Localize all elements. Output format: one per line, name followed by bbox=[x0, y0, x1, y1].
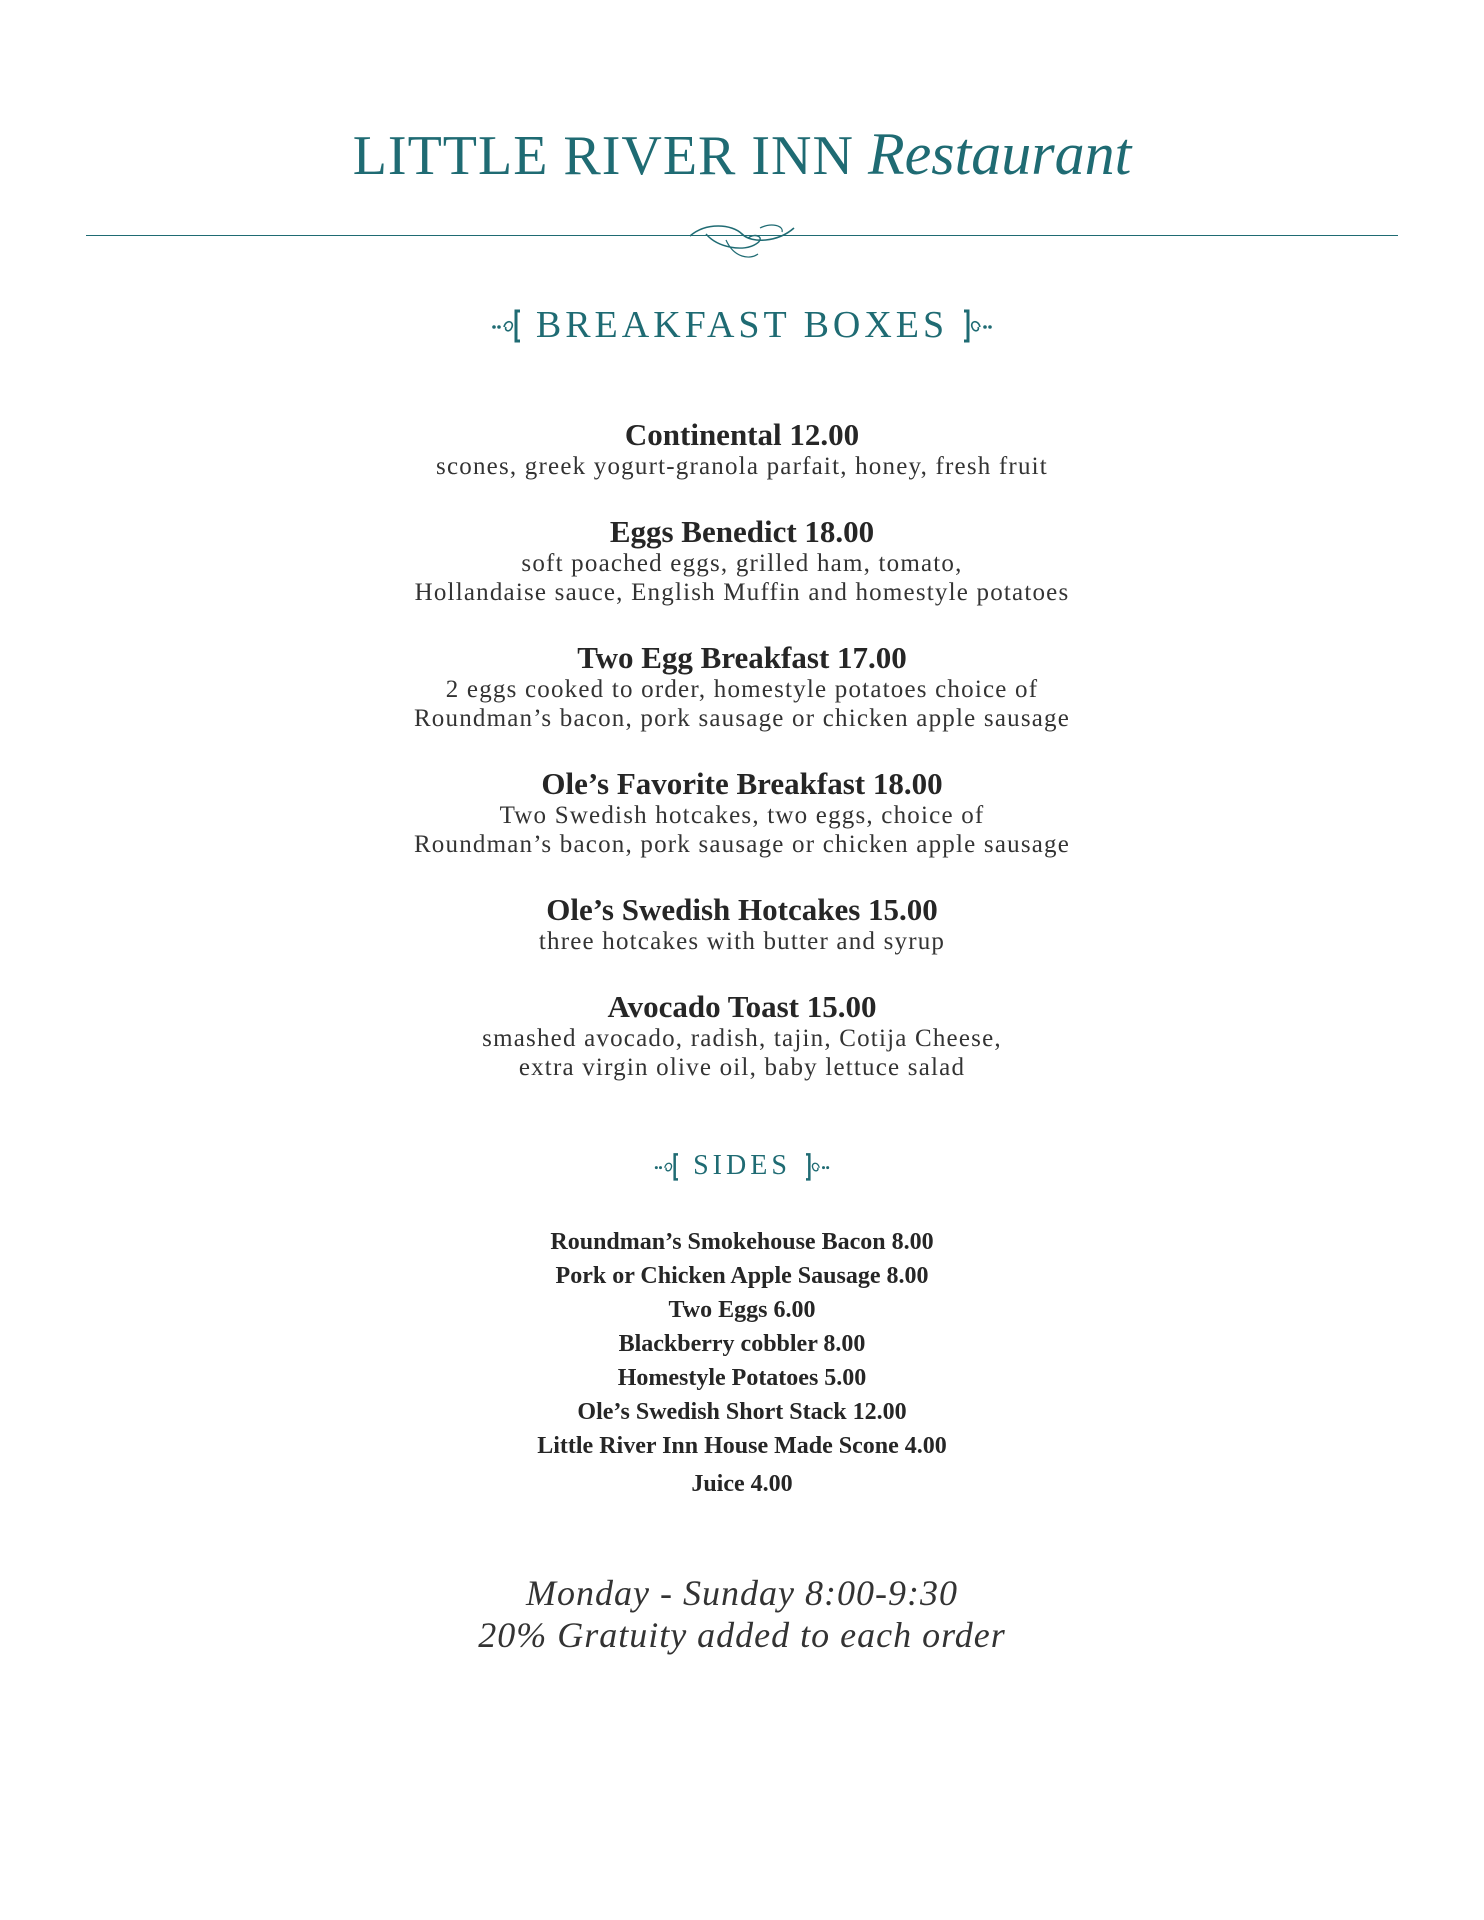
sides-section-title bbox=[0, 1148, 1484, 1183]
menu-item bbox=[0, 893, 1484, 956]
item-desc: scones, greek yogurt-granola parfait, honey, fresh fruit bbox=[436, 453, 1048, 480]
brand-name: LITTLE RIVER INN bbox=[352, 125, 854, 187]
restaurant-header bbox=[0, 120, 1484, 189]
ornament-right-icon bbox=[801, 1149, 831, 1183]
ornament-left-icon bbox=[653, 1149, 683, 1183]
breakfast-items bbox=[0, 418, 1484, 1116]
side-item: Juice 4.00 bbox=[691, 1471, 793, 1497]
item-name: Eggs Benedict 18.00 bbox=[609, 514, 875, 549]
item-desc: Roundman’s bacon, pork sausage or chicken apple sausage bbox=[413, 831, 1071, 858]
side-item: Pork or Chicken Apple Sausage 8.00 bbox=[555, 1263, 929, 1289]
menu-item bbox=[0, 990, 1484, 1082]
item-name: Avocado Toast 15.00 bbox=[607, 989, 877, 1024]
brand-script: Restaurant bbox=[867, 121, 1132, 187]
hours-text: Monday - Sunday 8:00-9:30 bbox=[526, 1573, 958, 1613]
item-desc: smashed avocado, radish, tajin, Cotija Cheese, bbox=[482, 1025, 1002, 1052]
item-desc: soft poached eggs, grilled ham, tomato, bbox=[521, 550, 963, 577]
footer-info bbox=[0, 1572, 1484, 1656]
breakfast-title: BREAKFAST BOXES bbox=[535, 304, 949, 347]
item-desc: 2 eggs cooked to order, homestyle potatoes choice of bbox=[445, 676, 1039, 703]
item-name: Ole’s Swedish Hotcakes 15.00 bbox=[546, 892, 938, 927]
item-desc: Roundman’s bacon, pork sausage or chicken apple sausage bbox=[413, 705, 1071, 732]
gratuity-text: 20% Gratuity added to each order bbox=[478, 1615, 1006, 1655]
menu-item bbox=[0, 767, 1484, 859]
sides-list bbox=[0, 1225, 1484, 1501]
side-item: Ole’s Swedish Short Stack 12.00 bbox=[577, 1399, 907, 1425]
sides-title: SIDES bbox=[693, 1149, 791, 1181]
item-desc: three hotcakes with butter and syrup bbox=[538, 928, 946, 955]
item-desc: Hollandaise sauce, English Muffin and homestyle potatoes bbox=[414, 579, 1070, 606]
item-name: Ole’s Favorite Breakfast 18.00 bbox=[541, 766, 943, 801]
ornament-left-icon bbox=[490, 305, 526, 345]
breakfast-section-title bbox=[0, 300, 1484, 347]
side-item: Homestyle Potatoes 5.00 bbox=[617, 1365, 867, 1391]
item-desc: extra virgin olive oil, baby lettuce salad bbox=[518, 1054, 966, 1081]
item-desc: Two Swedish hotcakes, two eggs, choice of bbox=[499, 802, 985, 829]
side-item: Little River Inn House Made Scone 4.00 bbox=[537, 1433, 947, 1459]
menu-item bbox=[0, 515, 1484, 607]
header-divider bbox=[86, 218, 1398, 268]
flourish-icon bbox=[686, 218, 798, 262]
ornament-right-icon bbox=[958, 305, 994, 345]
menu-item bbox=[0, 641, 1484, 733]
item-name: Two Egg Breakfast 17.00 bbox=[577, 640, 907, 675]
menu-item bbox=[0, 418, 1484, 481]
side-item: Two Eggs 6.00 bbox=[668, 1297, 816, 1323]
item-name: Continental 12.00 bbox=[624, 417, 860, 452]
side-item: Blackberry cobbler 8.00 bbox=[618, 1331, 866, 1357]
side-item: Roundman’s Smokehouse Bacon 8.00 bbox=[550, 1229, 934, 1255]
